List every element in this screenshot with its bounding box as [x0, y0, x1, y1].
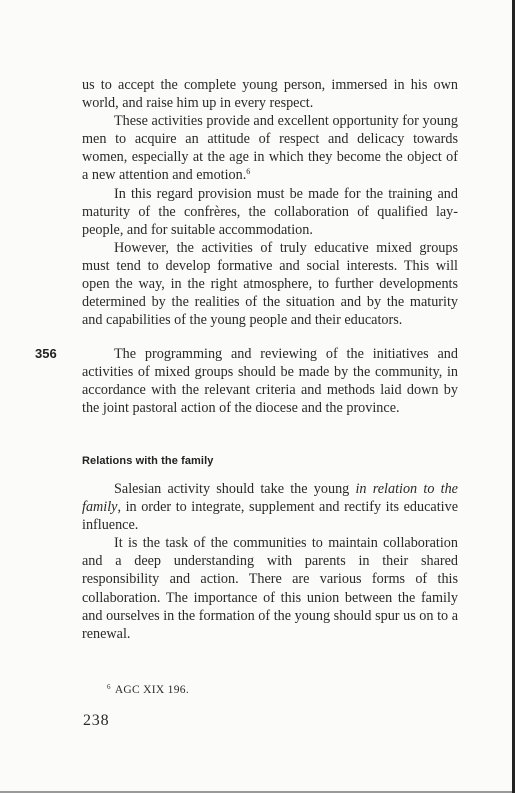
section-text-block [82, 345, 458, 417]
footnote [107, 683, 189, 696]
footnote-reference: 6 [246, 167, 251, 177]
page-number: 238 [83, 712, 110, 729]
paragraph: us to accept the complete young person, immersed in his own world, and raise him up in every respect. [82, 77, 458, 112]
emphasis: in relation to the family [82, 481, 458, 516]
paragraph-text: , in order to integrate, supplement and rectify its educative influence. [82, 499, 458, 534]
paragraph: It is the task of the communities to maintain collaboration and a deep understanding with parents in their shared responsibility and action. There are various forms of this collaboration. The importance of this union between the family and ourselves in the formation of the young should spur us on to a renewal. [82, 535, 458, 642]
paragraph-text: Salesian activity should take the young [114, 481, 356, 497]
paragraph: However, the activities of truly educative mixed groups must tend to develop formative and social interests. This will open the way, in the right atmosphere, to further developments determined by the realities of the situation and by the maturity and capabilities of the young people and their educators. [82, 239, 458, 329]
footnote-text: AGC XIX 196. [114, 684, 190, 696]
footnote-marker: 6 [107, 683, 111, 691]
section-number: 356 [35, 346, 57, 361]
paragraph: In this regard provision must be made for the training and maturity of the confrères, the collaboration of qualified lay-people, and for suitable accommodation. [82, 185, 458, 238]
paragraph: The programming and reviewing of the initiatives and activities of mixed groups should be made by the community, in accordance with the relevant criteria and methods laid down by the joint pastoral action of the diocese and the province. [82, 346, 458, 417]
family-text-block [82, 480, 458, 643]
paragraph [82, 480, 458, 534]
paragraph-text: These activities provide and excellent opportunity for young men to acquire an attitude of respect and delicacy towards women, especially at the age in which they become the object of a new attention and emotion. [82, 113, 458, 184]
section-heading: Relations with the family [82, 455, 214, 467]
body-text-block [82, 76, 458, 329]
paragraph [82, 112, 458, 184]
